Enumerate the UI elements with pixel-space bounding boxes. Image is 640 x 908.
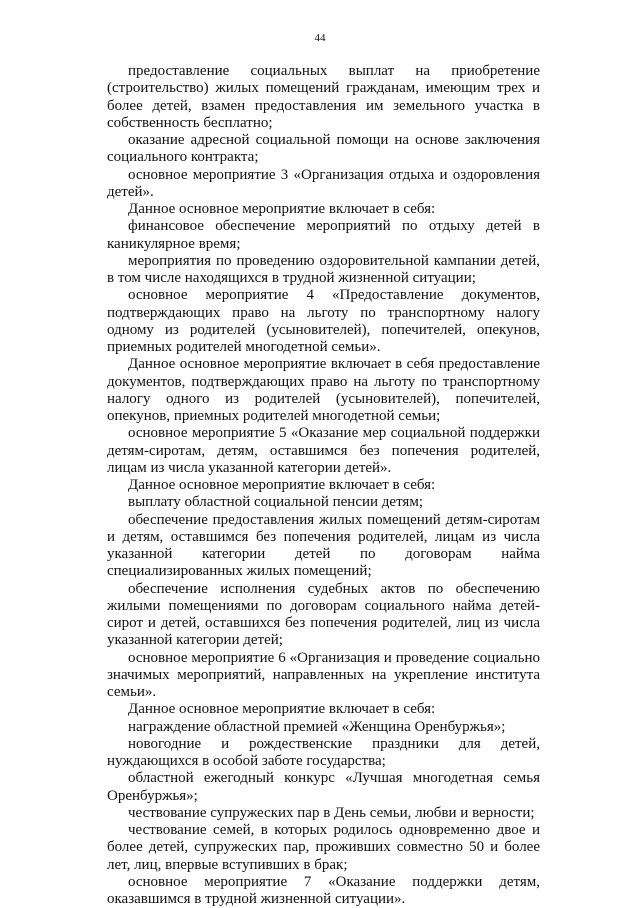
paragraph: Данное основное мероприятие включает в себя: <box>128 477 436 493</box>
paragraph: оказание адресной социальной помощи на основе заключения социального контракта; <box>107 132 540 166</box>
body-text <box>107 63 540 908</box>
paragraph: областной ежегодный конкурс «Лучшая многодетная семья Оренбуржья»; <box>107 770 540 804</box>
paragraph: чествование супружеских пар в День семьи, любви и верности; <box>128 804 535 821</box>
paragraph: основное мероприятие 4 «Предоставление документов, подтверждающих право на льготу по транспортному налогу одному из родителей (усыновителей), попечителей, опекунов, приемных родителей многодетной семьи». <box>107 287 540 355</box>
paragraph: основное мероприятие 6 «Организация и проведение социально значимых мероприятий, направленных на укрепление института семьи». <box>107 649 540 700</box>
paragraph: основное мероприятие 5 «Оказание мер социальной поддержки детям-сиротам, детям, оставшимся без попечения родителей, лицам из числа указанной категории детей». <box>107 425 540 476</box>
paragraph: обеспечение предоставления жилых помещений детям-сиротам и детям, оставшимся без попечения родителей, лицам из числа указанной категории детей по договорам найма специализированных жилых помещений; <box>107 511 540 580</box>
paragraph: мероприятия по проведению оздоровительной кампании детей, в том числе находящихся в трудной жизненной ситуации; <box>107 252 540 286</box>
paragraph: чествование семей, в которых родилось одновременно двое и более детей, супружеских пар, проживших совместно 50 и более лет, лиц, впервые вступивших в брак; <box>107 822 540 873</box>
paragraph: основное мероприятие 3 «Организация отдыха и оздоровления детей». <box>107 166 540 200</box>
paragraph: выплату областной социальной пенсии детям; <box>128 494 423 511</box>
paragraph: новогодние и рождественские праздники для детей, нуждающихся в особой заботе государства; <box>107 735 540 769</box>
paragraph: Данное основное мероприятие включает в себя: <box>128 201 436 217</box>
paragraph: Данное основное мероприятие включает в себя предоставление документов, подтверждающих право на льготу по транспортному налогу одного из родителей (усыновителей), попечителей, опекунов, приемных родителей многодетной семьи; <box>107 356 540 424</box>
paragraph: Данное основное мероприятие включает в себя: <box>128 701 436 718</box>
page-number: 44 <box>314 32 326 44</box>
paragraph: финансовое обеспечение мероприятий по отдыху детей в каникулярное время; <box>107 218 540 252</box>
paragraph: основное мероприятие 7 «Оказание поддержки детям, оказавшимся в трудной жизненной ситуации». <box>107 873 540 907</box>
paragraph: награждение областной премией «Женщина Оренбуржья»; <box>128 718 506 735</box>
paragraph: обеспечение исполнения судебных актов по обеспечению жилыми помещениями по договорам социального найма детей-сирот и детей, оставшихся без попечения родителей, лиц из числа указанной категории детей; <box>107 580 540 649</box>
paragraph: предоставление социальных выплат на приобретение (строительство) жилых помещений гражданам, имеющим трех и более детей, взамен предоставления им земельного участка в собственность бесплатно; <box>107 63 540 131</box>
